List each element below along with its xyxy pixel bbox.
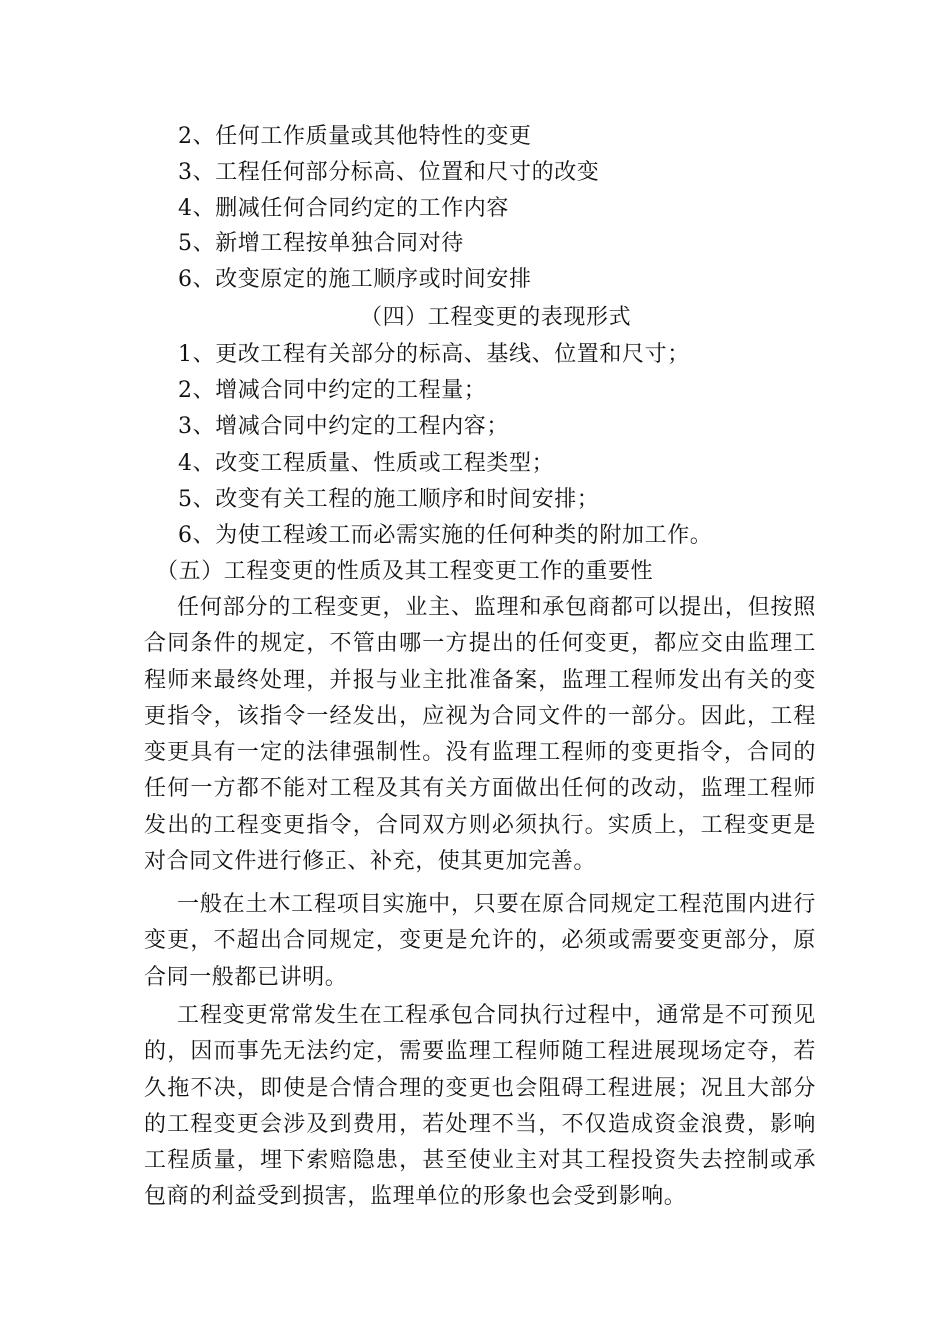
- section-heading-5: （五）工程变更的性质及其工程变更工作的重要性: [156, 559, 654, 584]
- list-item: 5、改变有关工程的施工顺序和时间安排；: [178, 487, 600, 512]
- list-item: 4、改变工程质量、性质或工程类型；: [178, 451, 555, 476]
- list-item: 1、更改工程有关部分的标高、基线、位置和尺寸；: [178, 342, 690, 367]
- list-item: 4、删减任何合同约定的工作内容: [178, 196, 509, 221]
- list-item: 6、改变原定的施工顺序或时间安排: [178, 267, 532, 292]
- list-item: 2、增减合同中约定的工程量；: [178, 378, 487, 403]
- body-paragraph: 一般在土木工程项目实施中，只要在原合同规定工程范围内进行变更，不超出合同规定，变更是允许的，必须或需要变更部分，原合同一般都已讲明。: [144, 892, 816, 990]
- list-item: 2、任何工作质量或其他特性的变更: [178, 124, 532, 149]
- list-item: 5、新增工程按单独合同对待: [178, 231, 464, 256]
- list-item: 3、工程任何部分标高、位置和尺寸的改变: [178, 160, 600, 185]
- list-item: 6、为使工程竣工而必需实施的任何种类的附加工作。: [178, 523, 713, 548]
- list-item: 3、增减合同中约定的工程内容；: [178, 414, 509, 439]
- body-paragraph: 任何部分的工程变更，业主、监理和承包商都可以提出，但按照合同条件的规定，不管由哪一方提出的任何变更，都应交由监理工程师来最终处理，并报与业主批准备案，监理工程师发出有关的变更指令，该指令一经发出，应视为合同文件的一部分。因此，工程变更具有一定的法律强制性。没有监理工程师的变更指令，合同的任何一方都不能对工程及其有关方面做出任何的改动，监理工程师发出的工程变更指令，合同双方则必须执行。实质上，工程变更是对合同文件进行修正、补充，使其更加完善。: [144, 595, 816, 875]
- body-paragraph: 工程变更常常发生在工程承包合同执行过程中，通常是不可预见的，因而事先无法约定，需要监理工程师随工程进展现场定夺，若久拖不决，即使是合情合理的变更也会阻碍工程进展；况且大部分的工程变更会涉及到费用，若处理不当，不仅造成资金浪费，影响工程质量，埋下索赔隐患，甚至使业主对其工程投资失去控制或承包商的利益受到损害，监理单位的形象也会受到影响。: [144, 1003, 816, 1210]
- section-heading-4: （四）工程变更的表现形式: [360, 305, 632, 330]
